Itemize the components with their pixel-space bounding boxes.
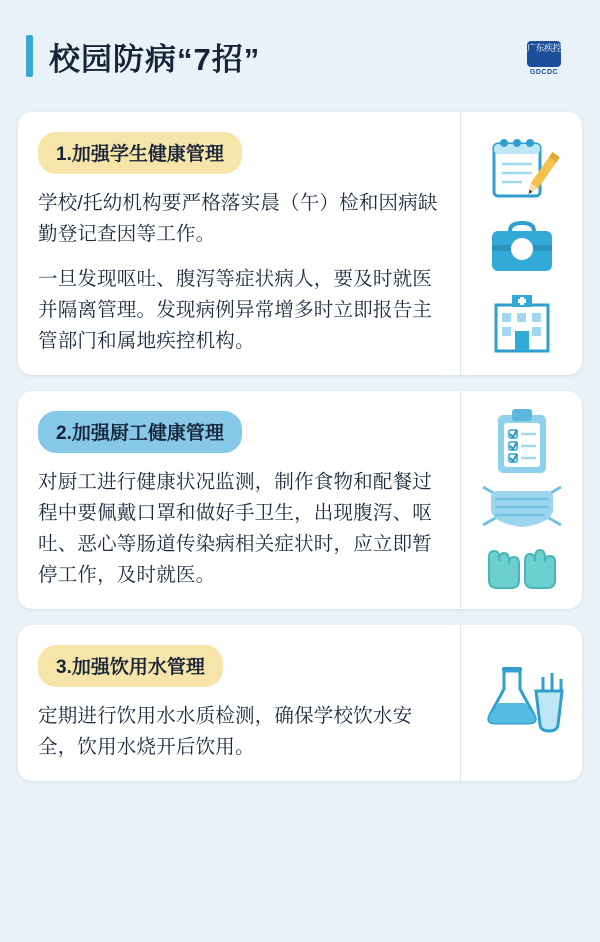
tip-card-1-illustrations (460, 112, 582, 375)
tip-card-1-title: 1.加强学生健康管理 (38, 132, 242, 174)
tip-card-1-paragraph-2: 一旦发现呕吐、腹泻等症状病人，要及时就医并隔离管理。发现病例异常增多时立即报告主管部门和属地疾控机构。 (38, 268, 433, 352)
page-header (18, 0, 582, 112)
hospital-building-icon (484, 291, 560, 353)
flask-water-icon (474, 665, 570, 741)
tip-card-1-paragraph-1: 学校/托幼机构要严格落实晨（午）检和因病缺勤登记查因等工作。 (38, 192, 438, 245)
page-title: 校园防病“7招” (49, 41, 261, 77)
tip-card-2-title: 2.加强厨工健康管理 (38, 411, 242, 453)
clipboard-checklist-icon (490, 407, 554, 477)
medical-kit-icon (486, 219, 558, 275)
logo-subtext: GDCDC (529, 68, 559, 76)
tip-card-2-illustrations (460, 391, 582, 609)
tip-card-2 (18, 391, 582, 609)
tip-card-3-title: 3.加强饮用水管理 (38, 645, 223, 687)
header-accent-bar (26, 35, 33, 77)
tip-card-3-content (18, 625, 460, 781)
tip-card-2-paragraph-1: 对厨工进行健康状况监测，制作食物和配餐过程中要佩戴口罩和做好手卫生，出现腹泻、呕吐、恶心等肠道传染病相关症状时，应立即暂停工作，及时就医。 (38, 471, 433, 586)
gloves-icon (481, 537, 563, 593)
tip-card-2-content (18, 391, 460, 609)
gdcdc-logo (522, 38, 566, 78)
tip-card-1-content (18, 112, 460, 375)
tip-card-1 (18, 112, 582, 375)
tip-card-3-paragraph-1: 定期进行饮用水水质检测，确保学校饮水安全，饮用水烧开后饮用。 (38, 705, 413, 758)
tip-card-3-illustrations (460, 625, 582, 781)
tip-card-3 (18, 625, 582, 781)
face-mask-icon (479, 481, 565, 533)
notepad-pencil-icon (484, 134, 560, 204)
logo-badge: 广东疾控 (527, 41, 561, 67)
